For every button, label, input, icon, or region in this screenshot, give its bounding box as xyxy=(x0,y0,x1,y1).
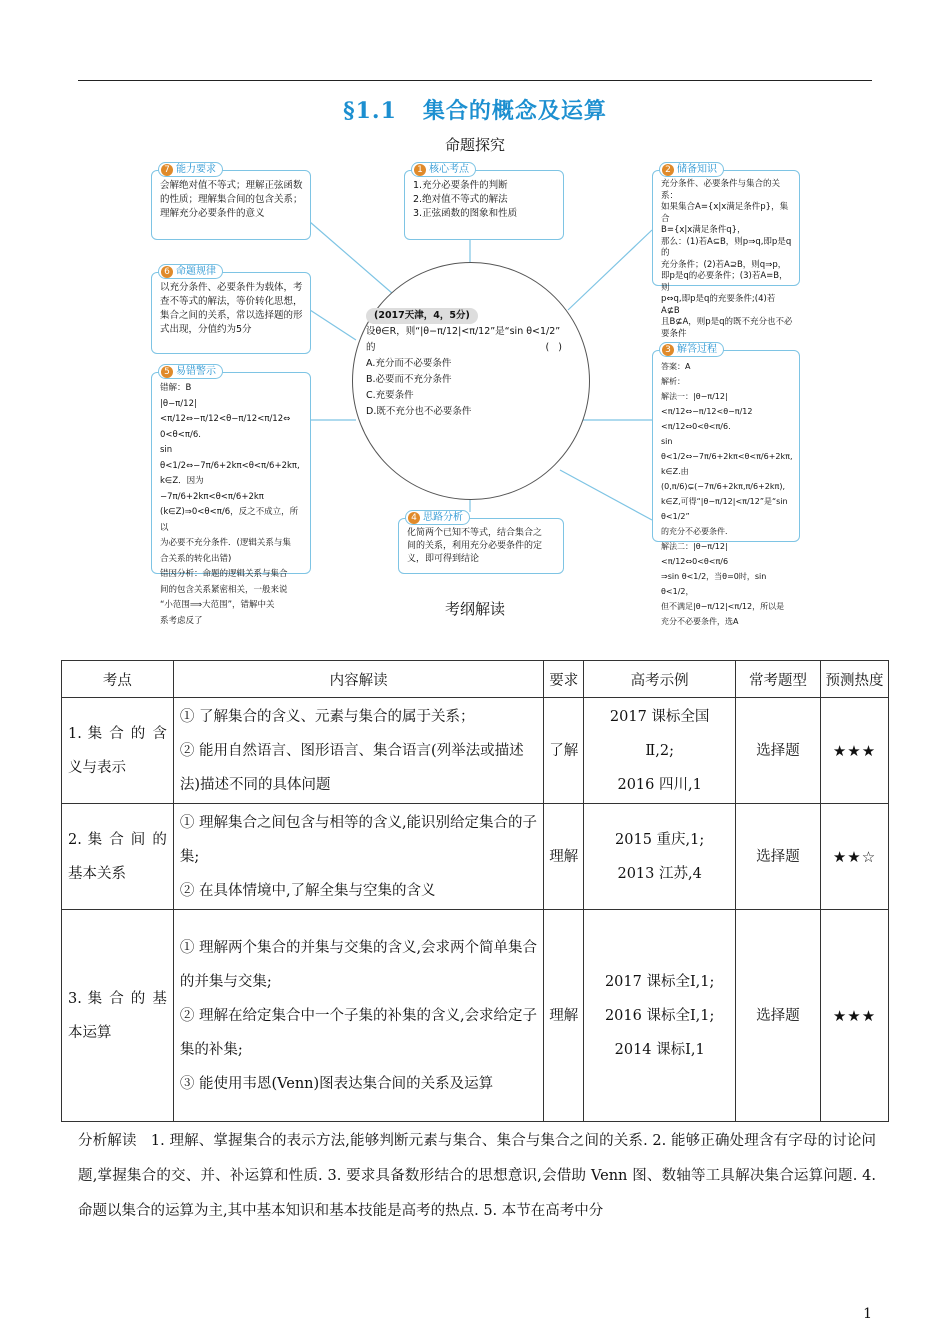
section-heading-syllabus: 考纲解读 xyxy=(444,600,505,618)
cell-type: 选择题 xyxy=(736,804,821,910)
box-core-points: 1 核心考点 1.充分必要条件的判断 2.绝对值不等式的解法 3.正弦函数的图象和性质 xyxy=(404,170,564,240)
table-header-row xyxy=(62,661,889,698)
col-header: 内容解读 xyxy=(173,661,543,698)
cell-requirement: 理解 xyxy=(544,804,584,910)
box-tag: 6 命题规律 xyxy=(158,264,223,279)
box-pattern: 6 命题规律 以充分条件、必要条件为载体，考 查不等式的解法，等价转化思想， 集合之间的关系，常以选择题的形 式出现，分值约为5分 xyxy=(151,272,311,354)
table-row xyxy=(62,804,889,910)
option-a: A.充分而不必要条件 xyxy=(366,358,452,369)
section-heading-explore: 命题探究 xyxy=(444,136,505,154)
cell-item: 3. 集 合 的 基 本运算 xyxy=(62,910,174,1122)
option-d: D.既不充分也不必要条件 xyxy=(366,406,472,417)
cell-item: 2. 集 合 间 的 基本关系 xyxy=(62,804,174,910)
option-b: B.必要而不充分条件 xyxy=(366,374,452,385)
question-line: 的 ( ) xyxy=(366,342,562,353)
col-header: 高考示例 xyxy=(584,661,736,698)
cell-examples: 2015 重庆,1; 2013 江苏,4 xyxy=(584,804,736,910)
box-pitfalls: 5 易错警示 错解：B |θ−π/12|<π/12⇔−π/12<θ−π/12<π/12⇔ 0<θ<π/6. sin θ<1/2⇔−7π/6+2kπ<θ<π/6+2kπ, k∈Z．因为−7π/6+2kπ<θ<π/6+2kπ (k∈Z)⇒0<θ<π/6，反之不成立，所以 为必要不充分条件．(逻辑关系与集 合关系的转化出错) 错因分析：命题的逻辑关系与集合 间的包含关系紧密相关，一般来说 “小范围⟹大范围”，错解中关 系考虑反了 xyxy=(151,372,311,574)
box-tag: 4 思路分析 xyxy=(405,510,470,525)
cell-heat: ★★★ xyxy=(820,910,888,1122)
col-header: 预测热度 xyxy=(820,661,888,698)
center-question xyxy=(366,308,576,420)
col-header: 考点 xyxy=(62,661,174,698)
box-knowledge: 2 储备知识 充分条件、必要条件与集合的关系： 如果集合A={x|x满足条件p}，集合 B={x|x满足条件q}， 那么：(1)若A⊆B，则p⇒q,即p是q的 充分条件；(2)若A⊇B，则q⇒p， 即p是q的必要条件；(3)若A=B，则 p⇔q,即p是q的充要条件;(4)若A⊈B 且B⊈A，则p是q的既不充分也不必 要条件 xyxy=(652,170,800,286)
box-tag: 5 易错警示 xyxy=(158,364,223,379)
source-tag: (2017天津，4，5分) xyxy=(366,308,478,324)
page-title: §1.1 集合的概念及运算 xyxy=(343,98,607,124)
option-c: C.充要条件 xyxy=(366,390,414,401)
box-tag: 3 解答过程 xyxy=(659,342,724,357)
cell-type: 选择题 xyxy=(736,910,821,1122)
cell-type: 选择题 xyxy=(736,698,821,804)
question-line: 设θ∈R，则“|θ−π/12|<π/12”是“sin θ<1/2” xyxy=(366,326,561,337)
cell-content: ① 了解集合的含义、元素与集合的属于关系； ② 能用自然语言、图形语言、集合语言(列举法或描述法)描述不同的具体问题 xyxy=(173,698,543,804)
col-header: 要求 xyxy=(544,661,584,698)
col-header: 常考题型 xyxy=(736,661,821,698)
box-tag: 2 储备知识 xyxy=(659,162,724,177)
box-solution: 3 解答过程 答案：A 解析： 解法一：|θ−π/12|<π/12⇔−π/12<θ−π/12 <π/12⇔0<θ<π/6. sin θ<1/2⇔−7π/6+2kπ<θ<π/6+2kπ, k∈Z.由(0,π/6)⊊(−7π/6+2kπ,π/6+2kπ), k∈Z,可得“|θ−π/12|<π/12”是“sin θ<1/2” 的充分不必要条件． 解法二：|θ−π/12|<π/12⇔0<θ<π/6 ⇒sin θ<1/2，当θ=0时，sin θ<1/2， 但不满足|θ−π/12|<π/12，所以是 充分不必要条件，选A xyxy=(652,350,800,542)
cell-requirement: 了解 xyxy=(544,698,584,804)
cell-examples: 2017 课标全Ⅰ,1; 2016 课标全Ⅰ,1; 2014 课标Ⅰ,1 xyxy=(584,910,736,1122)
cell-heat: ★★★ xyxy=(820,698,888,804)
cell-content: ① 理解两个集合的并集与交集的含义,会求两个简单集合的并集与交集; ② 理解在给定集合中一个子集的补集的含义,会求给定子集的补集; ③ 能使用韦恩(Venn)图表达集合间的关系及运算 xyxy=(173,910,543,1122)
analysis-paragraph: 分析解读 1. 理解、掌握集合的表示方法,能够判断元素与集合、集合与集合之间的关系. 2. 能够正确处理含有字母的讨论问题,掌握集合的交、并、补运算和性质. 3. 要求具备数形结合的思想意识,会借助 Venn 图、数轴等工具解决集合运算问题. 4. 命题以集合的运算为主,其中基本知识和基本技能是高考的热点. 5. 本节在高考中分 xyxy=(78,1133,876,1219)
cell-content: ① 理解集合之间包含与相等的含义,能识别给定集合的子集; ② 在具体情境中,了解全集与空集的含义 xyxy=(173,804,543,910)
cell-examples: 2017 课标全国 Ⅱ,2; 2016 四川,1 xyxy=(584,698,736,804)
page-number: 1 xyxy=(863,1306,872,1322)
box-tag: 7 能力要求 xyxy=(158,162,223,177)
syllabus-table xyxy=(61,660,889,1122)
cell-requirement: 理解 xyxy=(544,910,584,1122)
cell-item: 1. 集 合 的 含 义与表示 xyxy=(62,698,174,804)
cell-heat: ★★☆ xyxy=(820,804,888,910)
table-row xyxy=(62,698,889,804)
table-row xyxy=(62,910,889,1122)
box-tag: 1 核心考点 xyxy=(411,162,476,177)
box-approach: 4 思路分析 化简两个已知不等式，结合集合之 间的关系，利用充分必要条件的定 义，即可得到结论 xyxy=(398,518,564,574)
box-ability: 7 能力要求 会解绝对值不等式；理解正弦函数 的性质；理解集合间的包含关系； 理解充分必要条件的意义 xyxy=(151,170,311,240)
